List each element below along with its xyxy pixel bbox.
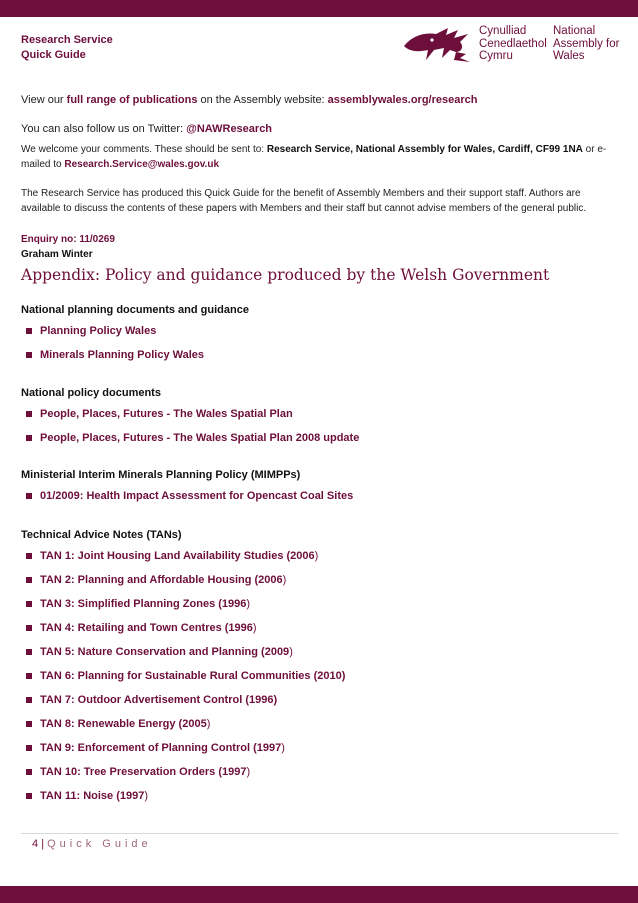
link-tail: ) xyxy=(314,550,319,562)
list-item xyxy=(21,319,204,343)
twitter-handle-link[interactable]: @NAWResearch xyxy=(186,123,273,135)
section-title: Ministerial Interim Minerals Planning Policy (MIMPPs) xyxy=(21,469,301,481)
twitter-prefix: You can also follow us on Twitter: xyxy=(21,123,187,135)
logo-welsh-text xyxy=(479,25,547,63)
list-item xyxy=(21,640,345,664)
section-title: Technical Advice Notes (TANs) xyxy=(21,529,182,541)
footer-divider xyxy=(21,833,618,834)
link-list xyxy=(21,402,359,450)
bullet-icon xyxy=(26,601,32,607)
bullet-icon xyxy=(26,328,32,334)
comments-paragraph xyxy=(21,142,621,172)
link-tail: ) xyxy=(282,574,287,586)
publications-line xyxy=(21,93,621,108)
website-link[interactable]: assemblywales.org/research xyxy=(327,94,478,106)
list-item xyxy=(21,343,204,367)
top-brand-band xyxy=(0,0,638,17)
bullet-icon xyxy=(26,577,32,583)
list-item xyxy=(21,592,345,616)
comments-mid: or e-mailed to xyxy=(21,144,607,170)
footer-doc-type: Quick Guide xyxy=(47,838,152,850)
document-link[interactable]: Planning Policy Wales xyxy=(40,325,157,337)
tan-link[interactable]: TAN 11: Noise (1997 xyxy=(40,790,145,802)
link-tail: ) xyxy=(252,622,257,634)
tan-link[interactable]: TAN 6: Planning for Sustainable Rural Communities (2010) xyxy=(40,670,346,682)
bullet-icon xyxy=(26,352,32,358)
tan-link-list xyxy=(21,544,345,808)
publications-link[interactable]: full range of publications xyxy=(66,94,198,106)
list-item xyxy=(21,544,345,568)
tan-link[interactable]: TAN 1: Joint Housing Land Availability Studies (2006 xyxy=(40,550,315,562)
twitter-line xyxy=(21,122,621,137)
section-title: National planning documents and guidance xyxy=(21,304,249,316)
document-link[interactable]: People, Places, Futures - The Wales Spatial Plan 2008 update xyxy=(40,432,360,444)
page-number: 4 xyxy=(32,838,39,850)
bullet-icon xyxy=(26,493,32,499)
bullet-icon xyxy=(26,745,32,751)
logo-english-text xyxy=(553,25,619,63)
list-item xyxy=(21,784,345,808)
list-item xyxy=(21,484,353,508)
doc-label-line1: Research Service xyxy=(21,34,113,46)
list-item xyxy=(21,760,345,784)
link-tail: ) xyxy=(246,766,251,778)
link-tail: ) xyxy=(281,742,285,754)
logo-english-line: Wales xyxy=(553,50,585,62)
bullet-icon xyxy=(26,697,32,703)
bullet-icon xyxy=(26,673,32,679)
list-item xyxy=(21,616,345,640)
publications-mid: on the Assembly website: xyxy=(197,94,328,106)
footer-separator: | xyxy=(41,838,45,850)
disclaimer-paragraph: The Research Service has produced this Quick Guide for the benefit of Assembly Members and their support staff. Authors are available to discuss the contents of these papers with Members and their staff but cannot advise members of the general public. xyxy=(21,188,587,214)
list-item xyxy=(21,568,345,592)
bullet-icon xyxy=(26,411,32,417)
bullet-icon xyxy=(26,793,32,799)
page-footer xyxy=(32,838,152,850)
appendix-heading: Appendix: Policy and guidance produced by the Welsh Government xyxy=(21,266,550,284)
assembly-logo xyxy=(402,22,620,68)
author-name: Graham Winter xyxy=(21,249,93,260)
tan-link[interactable]: TAN 4: Retailing and Town Centres (1996 xyxy=(40,622,253,634)
list-item xyxy=(21,736,345,760)
enquiry-number: Enquiry no: 11/0269 xyxy=(21,234,115,245)
tan-link[interactable]: TAN 7: Outdoor Advertisement Control (1996) xyxy=(40,694,278,706)
welsh-dragon-icon xyxy=(402,24,474,66)
tan-link[interactable]: TAN 9: Enforcement of Planning Control (1997 xyxy=(40,742,282,754)
list-item xyxy=(21,402,359,426)
bullet-icon xyxy=(26,769,32,775)
link-tail: ) xyxy=(289,646,293,658)
link-tail: ) xyxy=(246,598,251,610)
email-link[interactable]: Research.Service@wales.gov.uk xyxy=(64,159,220,170)
bottom-brand-band xyxy=(0,886,638,903)
logo-english-line: Assembly for xyxy=(553,37,620,50)
list-item xyxy=(21,688,345,712)
tan-link[interactable]: TAN 8: Renewable Energy (2005 xyxy=(40,718,207,730)
postal-address: Research Service, National Assembly for Wales, Cardiff, CF99 1NA xyxy=(266,144,583,155)
logo-welsh-line: Cenedlaethol xyxy=(479,37,547,50)
list-item xyxy=(21,664,345,688)
logo-welsh-line: Cynulliad xyxy=(479,25,527,37)
list-item xyxy=(21,712,345,736)
tan-link[interactable]: TAN 10: Tree Preservation Orders (1997 xyxy=(40,766,247,778)
doc-label-line2: Quick Guide xyxy=(21,49,86,61)
comments-prefix: We welcome your comments. These should be sent to: xyxy=(21,144,267,155)
section-title: National policy documents xyxy=(21,387,161,399)
document-type-label xyxy=(21,33,113,63)
bullet-icon xyxy=(26,435,32,441)
document-link[interactable]: 01/2009: Health Impact Assessment for Opencast Coal Sites xyxy=(40,490,354,502)
logo-english-line: National xyxy=(553,25,596,37)
link-list xyxy=(21,319,204,367)
bullet-icon xyxy=(26,625,32,631)
document-link[interactable]: People, Places, Futures - The Wales Spatial Plan xyxy=(40,408,293,420)
tan-link[interactable]: TAN 2: Planning and Affordable Housing (2006 xyxy=(40,574,283,586)
publications-prefix: View our xyxy=(21,94,67,106)
logo-welsh-line: Cymru xyxy=(479,50,513,62)
document-link[interactable]: Minerals Planning Policy Wales xyxy=(40,349,205,361)
bullet-icon xyxy=(26,721,32,727)
bullet-icon xyxy=(26,649,32,655)
tan-link[interactable]: TAN 5: Nature Conservation and Planning (2009 xyxy=(40,646,290,658)
tan-link[interactable]: TAN 3: Simplified Planning Zones (1996 xyxy=(40,598,247,610)
list-item xyxy=(21,426,359,450)
link-tail: ) xyxy=(144,790,149,802)
bullet-icon xyxy=(26,553,32,559)
link-list xyxy=(21,484,353,508)
link-tail: ) xyxy=(206,718,211,730)
